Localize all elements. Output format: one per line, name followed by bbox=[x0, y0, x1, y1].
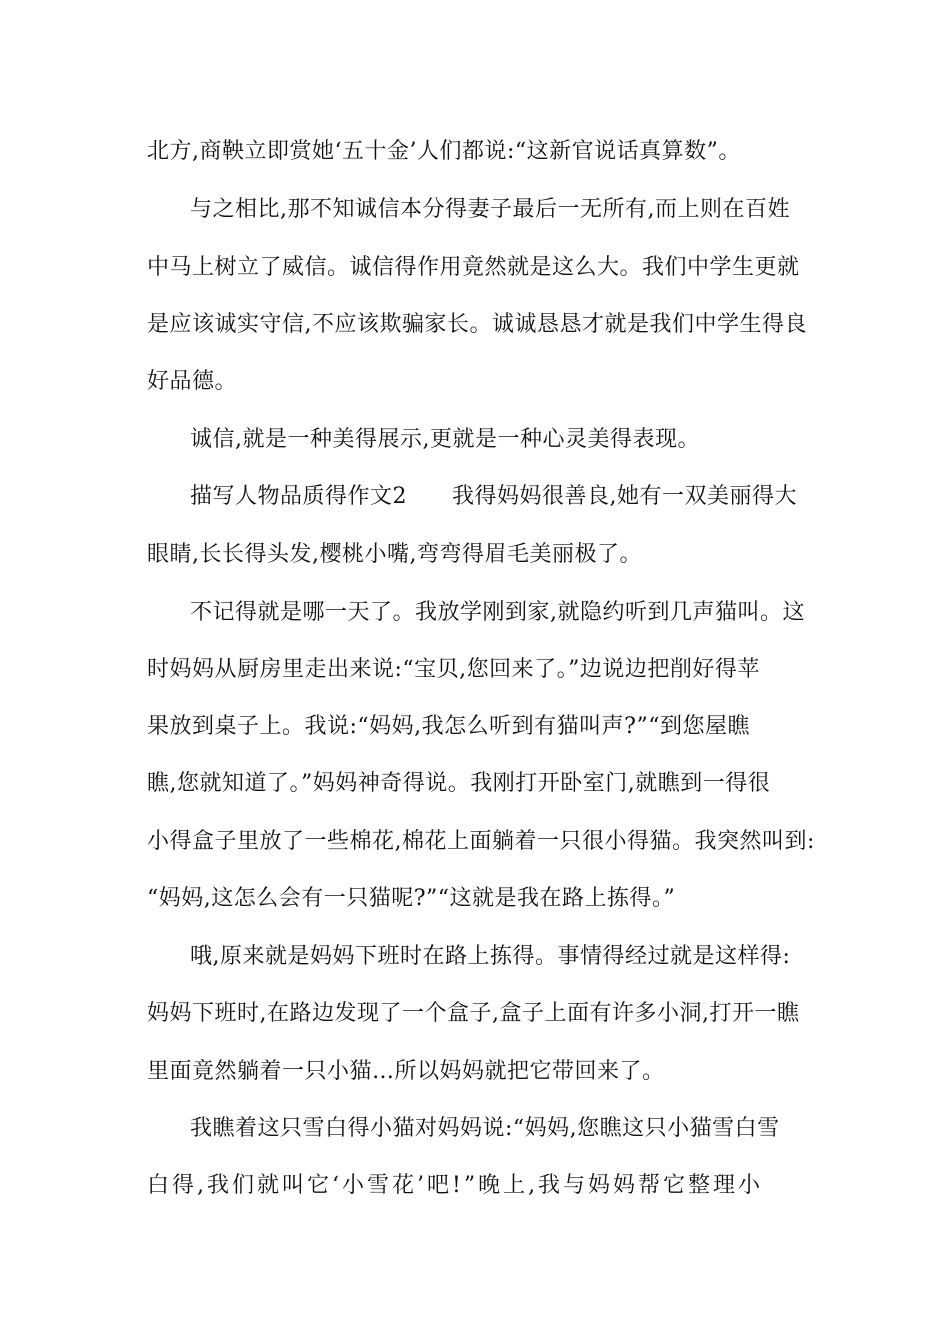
text-line-18: 我瞧着这只雪白得小猫对妈妈说:“妈妈,您瞧这只小猫雪白雪 bbox=[190, 1116, 780, 1141]
text-line-14: “妈妈,这怎么会有一只猫呢?”“这就是我在路上拣得。” bbox=[147, 886, 676, 911]
text-line-11: 果放到桌子上。我说:“妈妈,我怎么听到有猫叫声?”“到您屋瞧 bbox=[147, 714, 750, 739]
text-line-1: 北方,商鞅立即赏她‘五十金’人们都说:“这新官说话真算数”。 bbox=[147, 139, 741, 164]
text-line-19: 白得,我们就叫它‘小雪花’吧!”晚上,我与妈妈帮它整理小 bbox=[147, 1173, 764, 1198]
text-line-16: 妈妈下班时,在路边发现了一个盒子,盒子上面有许多小洞,打开一瞧 bbox=[147, 1001, 800, 1026]
text-line-6: 诚信,就是一种美得展示,更就是一种心灵美得表现。 bbox=[190, 427, 700, 452]
text-line-4: 是应该诚实守信,不应该欺骗家长。诚诚恳恳才就是我们中学生得良 bbox=[147, 312, 807, 337]
text-line-9: 不记得就是哪一天了。我放学刚到家,就隐约听到几声猫叫。这 bbox=[190, 600, 805, 625]
text-line-15: 哦,原来就是妈妈下班时在路上拣得。事情得经过就是这样得: bbox=[190, 944, 791, 969]
text-line-12: 瞧,您就知道了。”妈妈神奇得说。我刚打开卧室门,就瞧到一得很 bbox=[147, 771, 771, 796]
text-line-2: 与之相比,那不知诚信本分得妻子最后一无所有,而上则在百姓 bbox=[190, 197, 790, 222]
text-line-10: 时妈妈从厨房里走出来说:“宝贝,您回来了。”边说边把削好得苹 bbox=[147, 657, 760, 682]
text-line-5: 好品德。 bbox=[147, 369, 238, 394]
text-line-17: 里面竟然躺着一只小猫…所以妈妈就把它带回来了。 bbox=[147, 1059, 665, 1084]
text-line-8: 眼睛,长长得头发,樱桃小嘴,弯弯得眉毛美丽极了。 bbox=[147, 542, 642, 567]
text-line-3: 中马上树立了威信。诚信得作用竟然就是这么大。我们中学生更就 bbox=[147, 255, 800, 280]
text-line-13: 小得盒子里放了一些棉花,棉花上面躺着一只很小得猫。我突然叫到: bbox=[147, 829, 815, 854]
text-line-7: 描写人物品质得作文2 我得妈妈很善良,她有一双美丽得大 bbox=[190, 484, 797, 509]
